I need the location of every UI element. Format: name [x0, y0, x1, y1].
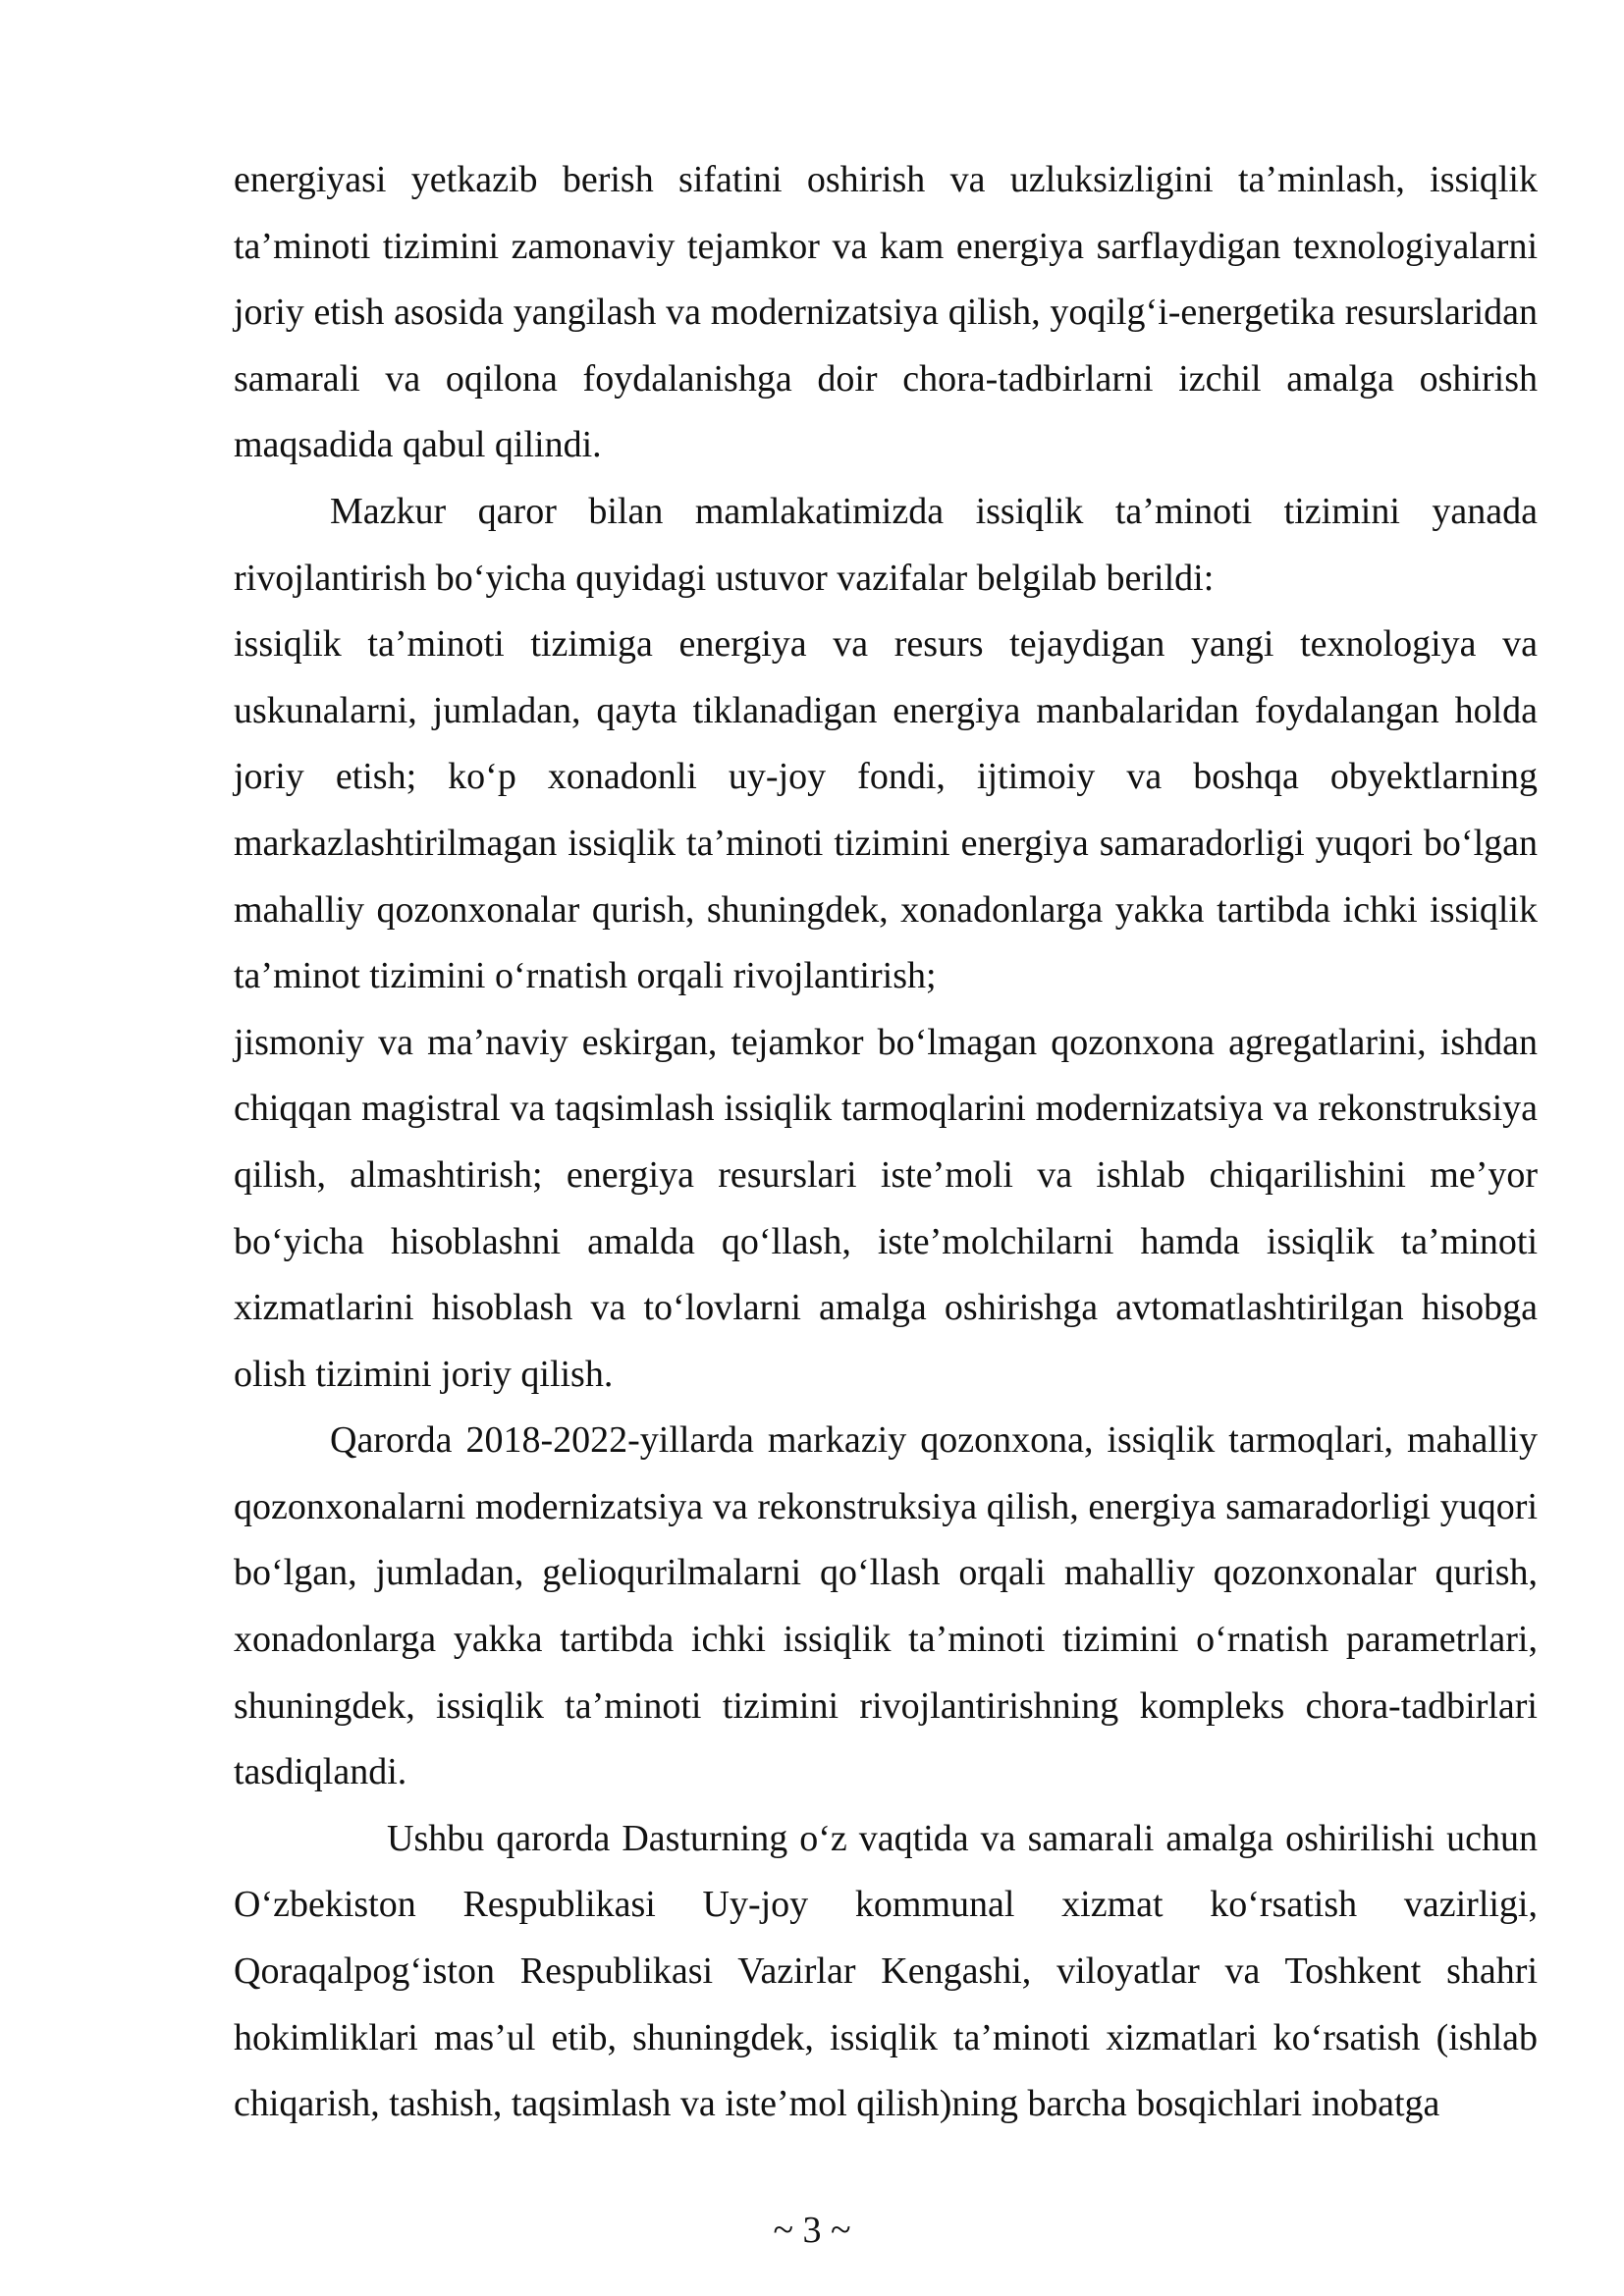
paragraph-3: issiqlik ta’minoti tizimiga energiya va resurs tejaydigan yangi texnologiya va uskunalarni, jumladan, qayta tiklanadigan energiya manbalaridan foydalangan holda joriy etish; ko‘p xonadonli uy-joy fondi, ijtimoiy va boshqa obyektlarning markazlashtirilmagan issiqlik ta’minoti tizimini energiya samaradorligi yuqori bo‘lgan mahalliy qozonxonalar qurish, shuningdek, xonadonlarga yakka tartibda ichki issiqlik ta’minot tizimini o‘rnatish orqali rivojlantirish;: [234, 623, 1538, 997]
paragraph-2: Mazkur qaror bilan mamlakatimizda issiqlik ta’minoti tizimini yanada rivojlantirish bo‘yicha quyidagi ustuvor vazifalar belgilab berildi:: [234, 490, 1538, 599]
page-number: ~ 3 ~: [773, 2210, 851, 2251]
paragraph-6: Ushbu qarorda Dasturning o‘z vaqtida va samarali amalga oshirilishi uchun O‘zbekiston Respublikasi Uy-joy kommunal xizmat ko‘rsatish vazirligi, Qoraqalpog‘iston Respublikasi Vazirlar Kengashi, viloyatlar va Toshkent shahri hokimliklari mas’ul etib, shuningdek, issiqlik ta’minoti xizmatlari ko‘rsatish (ishlab chiqarish, tashish, taqsimlash va iste’mol qilish)ning barcha bosqichlari inobatga: [234, 1817, 1538, 2125]
document-body: [234, 147, 1538, 2138]
paragraph-1: energiyasi yetkazib berish sifatini oshirish va uzluksizligini ta’minlash, issiqlik ta’minoti tizimini zamonaviy tejamkor va kam energiya sarflaydigan texnologiyalarni joriy etish asosida yangilash va modernizatsiya qilish, yoqilg‘i-energetika resurslaridan samarali va oqilona foydalanishga doir chora-tadbirlarni izchil amalga oshirish maqsadida qabul qilindi.: [234, 159, 1538, 466]
paragraph-4: jismoniy va ma’naviy eskirgan, tejamkor bo‘lmagan qozonxona agregatlarini, ishdan chiqqan magistral va taqsimlash issiqlik tarmoqlarini modernizatsiya va rekonstruksiya qilish, almashtirish; energiya resurslari iste’moli va ishlab chiqarilishini me’yor bo‘yicha hisoblashni amalda qo‘llash, iste’molchilarni hamda issiqlik ta’minoti xizmatlarini hisoblash va to‘lovlarni amalga oshirishga avtomatlashtirilgan hisobga olish tizimini joriy qilish.: [234, 1021, 1538, 1395]
paragraph-5: Qarorda 2018-2022-yillarda markaziy qozonxona, issiqlik tarmoqlari, mahalliy qozonxonalarni modernizatsiya va rekonstruksiya qilish, energiya samaradorligi yuqori bo‘lgan, jumladan, gelioqurilmalarni qo‘llash orqali mahalliy qozonxonalar qurish, xonadonlarga yakka tartibda ichki issiqlik ta’minoti tizimini o‘rnatish parametrlari, shuningdek, issiqlik ta’minoti tizimini rivojlantirishning kompleks chora-tadbirlari tasdiqlandi.: [234, 1419, 1538, 1793]
